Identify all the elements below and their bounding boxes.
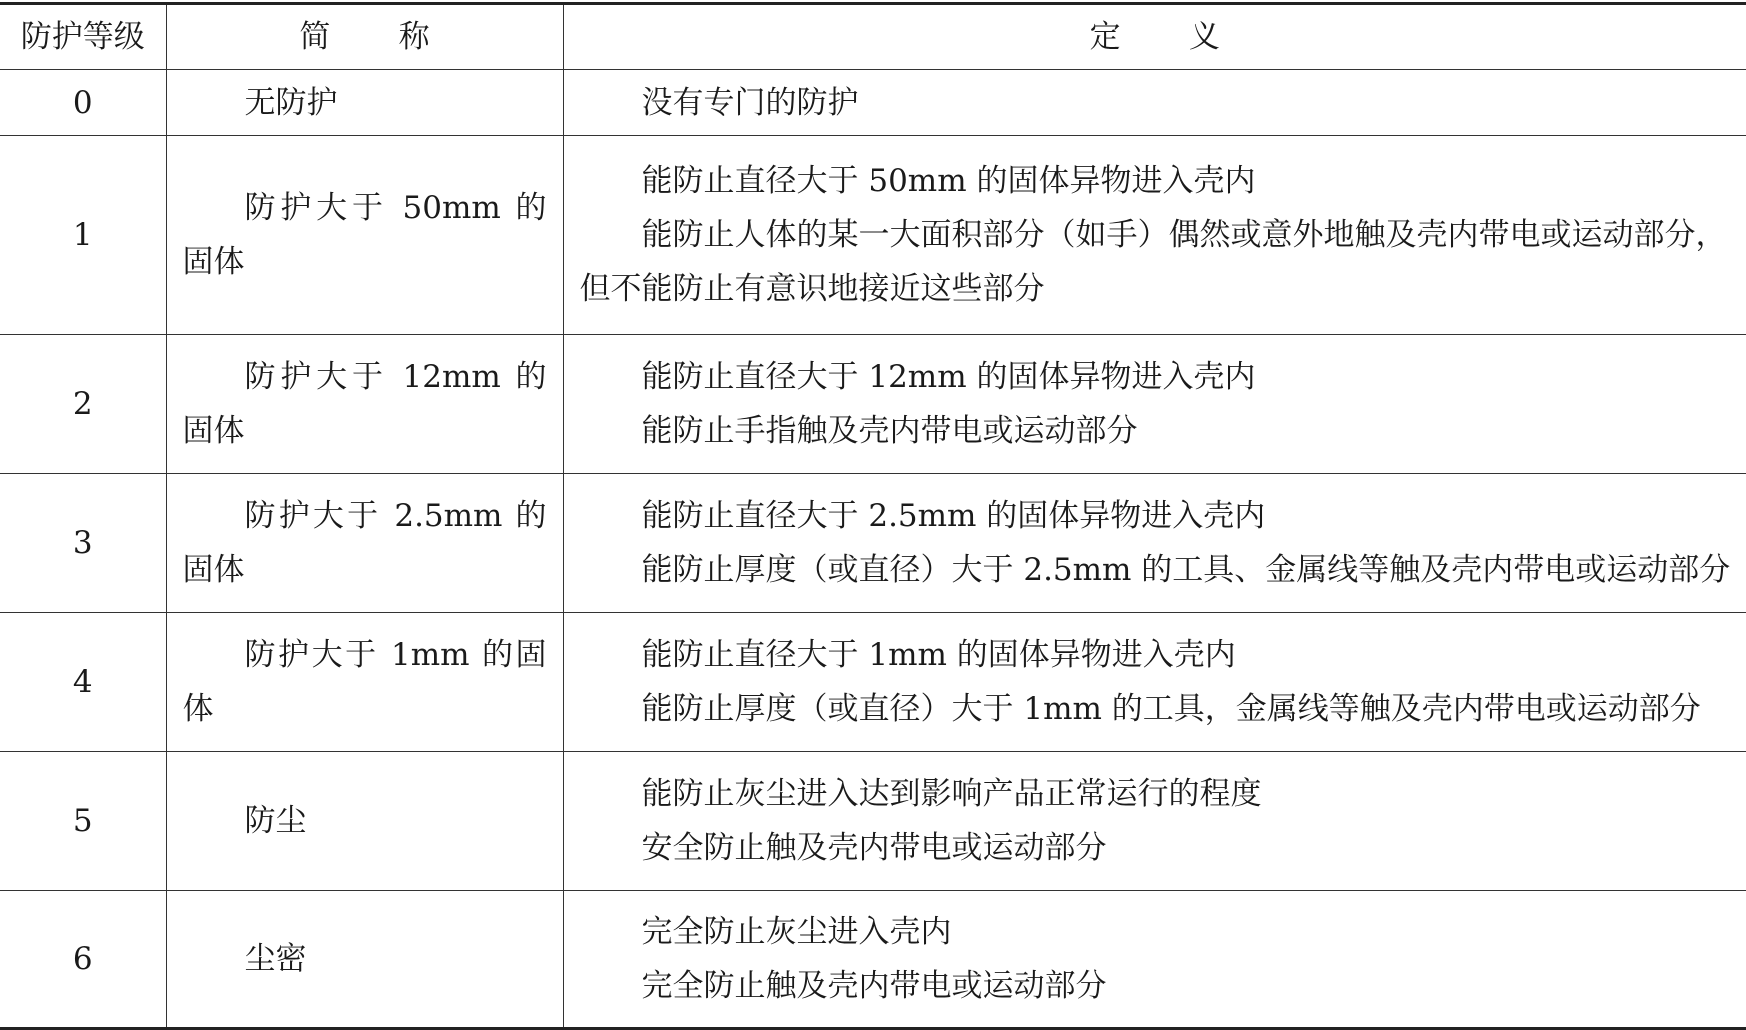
table-row bbox=[0, 136, 1746, 335]
header-level: 防护等级 bbox=[0, 4, 166, 70]
definition-line: 完全防止灰尘进入壳内 bbox=[641, 914, 952, 950]
definition-line: 安全防止触及壳内带电或运动部分 bbox=[641, 830, 1107, 866]
header-definition: 定义 bbox=[563, 4, 1746, 70]
name-cell: 防护大于 50mm 的固体 bbox=[166, 136, 563, 335]
definition-line: 能防止手指触及壳内带电或运动部分 bbox=[641, 413, 1138, 449]
level-cell: 1 bbox=[0, 136, 166, 335]
definition-line: 能防止直径大于 2.5mm 的固体异物进入壳内 bbox=[641, 498, 1266, 534]
header-name: 简称 bbox=[166, 4, 563, 70]
definition-line: 能防止直径大于 12mm 的固体异物进入壳内 bbox=[641, 359, 1256, 395]
header-row bbox=[0, 4, 1746, 70]
table-row bbox=[0, 891, 1746, 1029]
definition-line: 能防止人体的某一大面积部分（如手）偶然或意外地触及壳内带电或运动部分，但不能防止有意识地接近这些部分 bbox=[579, 217, 1727, 307]
name-cell: 尘密 bbox=[166, 891, 563, 1029]
definition-line: 完全防止触及壳内带电或运动部分 bbox=[641, 968, 1107, 1004]
definition-cell bbox=[563, 136, 1746, 335]
definition-cell bbox=[563, 891, 1746, 1029]
table-row bbox=[0, 474, 1746, 613]
level-cell: 4 bbox=[0, 613, 166, 752]
table-row bbox=[0, 613, 1746, 752]
level-cell: 6 bbox=[0, 891, 166, 1029]
definition-cell bbox=[563, 70, 1746, 136]
definition-line: 能防止厚度（或直径）大于 1mm 的工具，金属线等触及壳内带电或运动部分 bbox=[641, 691, 1701, 727]
level-cell: 5 bbox=[0, 752, 166, 891]
name-cell: 防尘 bbox=[166, 752, 563, 891]
table-header bbox=[0, 4, 1746, 70]
level-cell: 3 bbox=[0, 474, 166, 613]
definition-line: 没有专门的防护 bbox=[641, 84, 859, 121]
definition-cell bbox=[563, 613, 1746, 752]
table-row bbox=[0, 335, 1746, 474]
definition-cell bbox=[563, 752, 1746, 891]
definition-line: 能防止直径大于 50mm 的固体异物进入壳内 bbox=[641, 163, 1256, 199]
definition-cell bbox=[563, 335, 1746, 474]
table-row bbox=[0, 70, 1746, 136]
table-row bbox=[0, 752, 1746, 891]
table-body bbox=[0, 70, 1746, 1029]
definition-cell bbox=[563, 474, 1746, 613]
name-cell: 无防护 bbox=[166, 70, 563, 136]
definition-line: 能防止直径大于 1mm 的固体异物进入壳内 bbox=[641, 637, 1236, 673]
level-cell: 0 bbox=[0, 70, 166, 136]
name-cell: 防护大于 12mm 的固体 bbox=[166, 335, 563, 474]
protection-level-table bbox=[0, 2, 1746, 1030]
name-cell: 防护大于 2.5mm 的固体 bbox=[166, 474, 563, 613]
definition-line: 能防止厚度（或直径）大于 2.5mm 的工具、金属线等触及壳内带电或运动部分 bbox=[641, 552, 1731, 588]
name-cell: 防护大于 1mm 的固体 bbox=[166, 613, 563, 752]
level-cell: 2 bbox=[0, 335, 166, 474]
definition-line: 能防止灰尘进入达到影响产品正常运行的程度 bbox=[641, 776, 1262, 812]
